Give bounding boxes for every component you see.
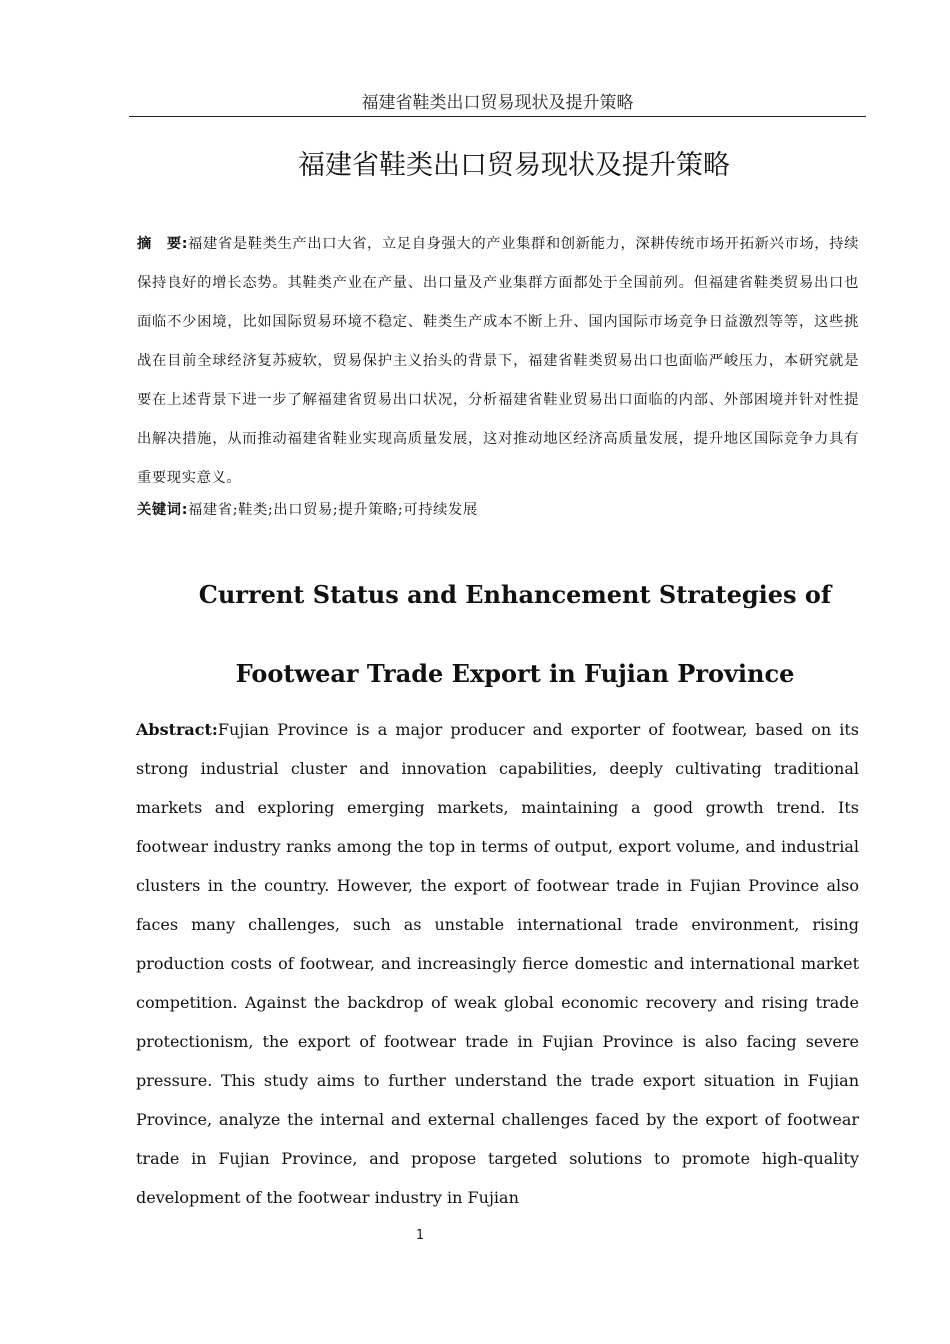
chinese-abstract-label: 摘 要: — [137, 236, 189, 252]
chinese-keywords-label: 关键词: — [137, 502, 189, 518]
chinese-title: 福建省鞋类出口贸易现状及提升策略 — [298, 150, 730, 181]
chinese-abstract — [137, 225, 859, 498]
english-title: Current Status and Enhancement Strategies of Footwear Trade Export in Fujian Province — [198, 580, 832, 688]
page-number: 1 — [415, 1228, 425, 1243]
chinese-keywords — [137, 496, 859, 524]
english-abstract — [136, 710, 859, 1217]
english-abstract-label: Abstract: — [136, 720, 218, 739]
chinese-keywords-text: 福建省;鞋类;出口贸易;提升策略;可持续发展 — [188, 502, 478, 518]
running-header: 福建省鞋类出口贸易现状及提升策略 — [129, 92, 866, 117]
chinese-abstract-text: 福建省是鞋类生产出口大省，立足自身强大的产业集群和创新能力，深耕传统市场开拓新兴市场，持续保持良好的增长态势。其鞋类产业在产量、出口量及产业集群方面都处于全国前列。但福建省鞋类贸易出口也面临不少困境，比如国际贸易环境不稳定、鞋类生产成本不断上升、国内国际市场竞争日益激烈等等，这些挑战在目前全球经济复苏疲软，贸易保护主义抬头的背景下，福建省鞋类贸易出口也面临严峻压力，本研究就是要在上述背景下进一步了解福建省贸易出口状况，分析福建省鞋业贸易出口面临的内部、外部困境并针对性提出解决措施，从而推动福建省鞋业实现高质量发展，这对推动地区经济高质量发展，提升地区国际竞争力具有重要现实意义。 — [137, 236, 859, 486]
english-abstract-text: Fujian Province is a major producer and exporter of footwear, based on its strong industrial cluster and innovation capabilities, deeply cultivating traditional markets and exploring emerging markets, maintaining a good growth trend. Its footwear industry ranks among the top in terms of output, export volume, and industrial clusters in the country. However, the export of footwear trade in Fujian Province also faces many challenges, such as unstable international trade environment, rising production costs of footwear, and increasingly fierce domestic and international market competition. Against the backdrop of weak global economic recovery and rising trade protectionism, the export of footwear trade in Fujian Province is also facing severe pressure. This study aims to further understand the trade export situation in Fujian Province, analyze the internal and external challenges faced by the export of footwear trade in Fujian Province, and propose targeted solutions to promote high-quality development of the footwear industry in Fujian — [136, 720, 859, 1207]
